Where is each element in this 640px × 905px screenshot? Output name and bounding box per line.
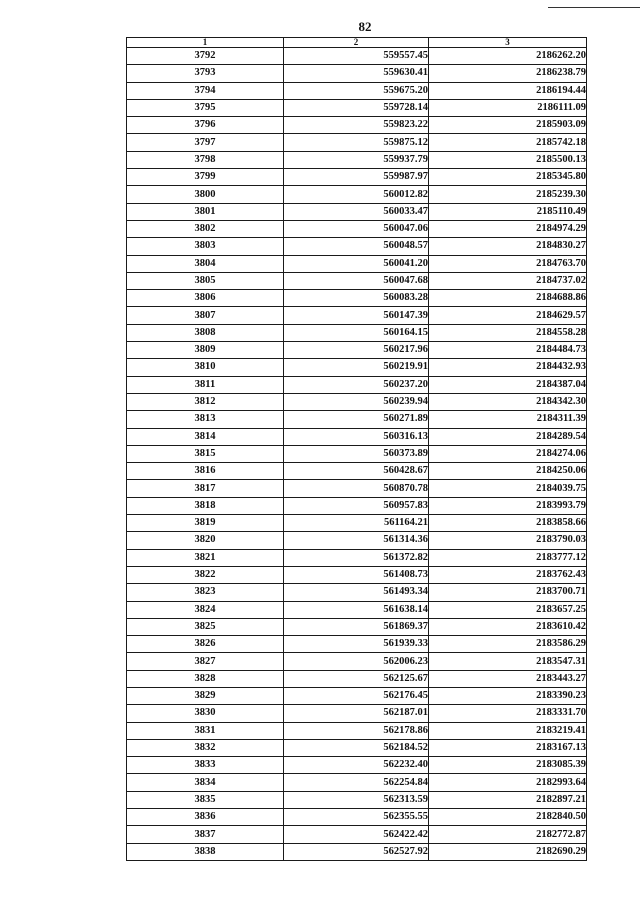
table-row — [127, 791, 587, 808]
x-coordinate-cell: 562422.42 — [284, 826, 429, 843]
point-number-cell: 3810 — [127, 359, 284, 376]
x-coordinate-cell: 560047.06 — [284, 220, 429, 237]
point-number-cell: 3795 — [127, 99, 284, 116]
point-number-cell: 3804 — [127, 255, 284, 272]
x-coordinate-cell: 560428.67 — [284, 463, 429, 480]
x-coordinate-cell: 559557.45 — [284, 48, 429, 65]
point-number-cell: 3836 — [127, 809, 284, 826]
x-coordinate-cell: 560164.15 — [284, 324, 429, 341]
y-coordinate-cell: 2184629.57 — [429, 307, 587, 324]
table-row — [127, 774, 587, 791]
table-row — [127, 99, 587, 116]
x-coordinate-cell: 562313.59 — [284, 791, 429, 808]
x-coordinate-cell: 560083.28 — [284, 290, 429, 307]
table-row — [127, 272, 587, 289]
table-row — [127, 151, 587, 168]
x-coordinate-cell: 562232.40 — [284, 757, 429, 774]
table-row — [127, 705, 587, 722]
y-coordinate-cell: 2182772.87 — [429, 826, 587, 843]
y-coordinate-cell: 2184311.39 — [429, 411, 587, 428]
x-coordinate-cell: 561638.14 — [284, 601, 429, 618]
table-row — [127, 584, 587, 601]
y-coordinate-cell: 2183858.66 — [429, 515, 587, 532]
table-row — [127, 566, 587, 583]
table-row — [127, 290, 587, 307]
column-header-1: 1 — [127, 38, 284, 48]
table-row — [127, 220, 587, 237]
table-row — [127, 393, 587, 410]
table-row — [127, 670, 587, 687]
x-coordinate-cell: 560047.68 — [284, 272, 429, 289]
table-row — [127, 238, 587, 255]
table-row — [127, 65, 587, 82]
table-row — [127, 376, 587, 393]
x-coordinate-cell: 559937.79 — [284, 151, 429, 168]
point-number-cell: 3828 — [127, 670, 284, 687]
table-row — [127, 497, 587, 514]
point-number-cell: 3792 — [127, 48, 284, 65]
table-row — [127, 48, 587, 65]
table-row — [127, 203, 587, 220]
table-row — [127, 757, 587, 774]
coordinates-table — [126, 37, 587, 861]
column-header-2: 2 — [284, 38, 429, 48]
y-coordinate-cell: 2184974.29 — [429, 220, 587, 237]
point-number-cell: 3831 — [127, 722, 284, 739]
y-coordinate-cell: 2183586.29 — [429, 636, 587, 653]
table-row — [127, 463, 587, 480]
y-coordinate-cell: 2183610.42 — [429, 618, 587, 635]
y-coordinate-cell: 2183443.27 — [429, 670, 587, 687]
y-coordinate-cell: 2183167.13 — [429, 739, 587, 756]
y-coordinate-cell: 2182897.21 — [429, 791, 587, 808]
point-number-cell: 3817 — [127, 480, 284, 497]
y-coordinate-cell: 2186194.44 — [429, 82, 587, 99]
point-number-cell: 3803 — [127, 238, 284, 255]
column-header-3: 3 — [429, 38, 587, 48]
y-coordinate-cell: 2185110.49 — [429, 203, 587, 220]
y-coordinate-cell: 2186111.09 — [429, 99, 587, 116]
y-coordinate-cell: 2186238.79 — [429, 65, 587, 82]
point-number-cell: 3798 — [127, 151, 284, 168]
point-number-cell: 3816 — [127, 463, 284, 480]
table-row — [127, 324, 587, 341]
x-coordinate-cell: 560239.94 — [284, 393, 429, 410]
x-coordinate-cell: 560048.57 — [284, 238, 429, 255]
y-coordinate-cell: 2184432.93 — [429, 359, 587, 376]
x-coordinate-cell: 562527.92 — [284, 843, 429, 860]
table-row — [127, 843, 587, 860]
point-number-cell: 3825 — [127, 618, 284, 635]
y-coordinate-cell: 2183219.41 — [429, 722, 587, 739]
x-coordinate-cell: 560012.82 — [284, 186, 429, 203]
point-number-cell: 3801 — [127, 203, 284, 220]
x-coordinate-cell: 560870.78 — [284, 480, 429, 497]
point-number-cell: 3813 — [127, 411, 284, 428]
x-coordinate-cell: 562178.86 — [284, 722, 429, 739]
point-number-cell: 3818 — [127, 497, 284, 514]
table-row — [127, 428, 587, 445]
table-row — [127, 722, 587, 739]
y-coordinate-cell: 2183390.23 — [429, 687, 587, 704]
x-coordinate-cell: 559875.12 — [284, 134, 429, 151]
top-edge-rule — [548, 7, 640, 8]
y-coordinate-cell: 2183085.39 — [429, 757, 587, 774]
point-number-cell: 3837 — [127, 826, 284, 843]
table-row — [127, 342, 587, 359]
point-number-cell: 3832 — [127, 739, 284, 756]
x-coordinate-cell: 562254.84 — [284, 774, 429, 791]
table-row — [127, 169, 587, 186]
x-coordinate-cell: 560033.47 — [284, 203, 429, 220]
y-coordinate-cell: 2185239.30 — [429, 186, 587, 203]
point-number-cell: 3800 — [127, 186, 284, 203]
x-coordinate-cell: 562125.67 — [284, 670, 429, 687]
point-number-cell: 3838 — [127, 843, 284, 860]
x-coordinate-cell: 560373.89 — [284, 445, 429, 462]
y-coordinate-cell: 2182993.64 — [429, 774, 587, 791]
point-number-cell: 3793 — [127, 65, 284, 82]
point-number-cell: 3834 — [127, 774, 284, 791]
point-number-cell: 3833 — [127, 757, 284, 774]
point-number-cell: 3806 — [127, 290, 284, 307]
point-number-cell: 3799 — [127, 169, 284, 186]
y-coordinate-cell: 2183762.43 — [429, 566, 587, 583]
point-number-cell: 3808 — [127, 324, 284, 341]
x-coordinate-cell: 560041.20 — [284, 255, 429, 272]
point-number-cell: 3797 — [127, 134, 284, 151]
x-coordinate-cell: 560217.96 — [284, 342, 429, 359]
table-row — [127, 549, 587, 566]
point-number-cell: 3812 — [127, 393, 284, 410]
table-row — [127, 809, 587, 826]
x-coordinate-cell: 560957.83 — [284, 497, 429, 514]
point-number-cell: 3811 — [127, 376, 284, 393]
x-coordinate-cell: 562006.23 — [284, 653, 429, 670]
table-row — [127, 359, 587, 376]
x-coordinate-cell: 561372.82 — [284, 549, 429, 566]
x-coordinate-cell: 562187.01 — [284, 705, 429, 722]
y-coordinate-cell: 2184342.30 — [429, 393, 587, 410]
y-coordinate-cell: 2182690.29 — [429, 843, 587, 860]
y-coordinate-cell: 2182840.50 — [429, 809, 587, 826]
y-coordinate-cell: 2183657.25 — [429, 601, 587, 618]
point-number-cell: 3820 — [127, 532, 284, 549]
point-number-cell: 3794 — [127, 82, 284, 99]
point-number-cell: 3830 — [127, 705, 284, 722]
y-coordinate-cell: 2183777.12 — [429, 549, 587, 566]
point-number-cell: 3827 — [127, 653, 284, 670]
x-coordinate-cell: 559630.41 — [284, 65, 429, 82]
y-coordinate-cell: 2183790.03 — [429, 532, 587, 549]
x-coordinate-cell: 561314.36 — [284, 532, 429, 549]
y-coordinate-cell: 2184039.75 — [429, 480, 587, 497]
y-coordinate-cell: 2185742.18 — [429, 134, 587, 151]
x-coordinate-cell: 561493.34 — [284, 584, 429, 601]
x-coordinate-cell: 559823.22 — [284, 117, 429, 134]
table-row — [127, 687, 587, 704]
header-row — [127, 38, 587, 48]
x-coordinate-cell: 561164.21 — [284, 515, 429, 532]
x-coordinate-cell: 562355.55 — [284, 809, 429, 826]
table-row — [127, 532, 587, 549]
y-coordinate-cell: 2184289.54 — [429, 428, 587, 445]
point-number-cell: 3819 — [127, 515, 284, 532]
table-row — [127, 618, 587, 635]
y-coordinate-cell: 2184558.28 — [429, 324, 587, 341]
table-row — [127, 134, 587, 151]
x-coordinate-cell: 559728.14 — [284, 99, 429, 116]
point-number-cell: 3821 — [127, 549, 284, 566]
point-number-cell: 3829 — [127, 687, 284, 704]
point-number-cell: 3822 — [127, 566, 284, 583]
x-coordinate-cell: 562176.45 — [284, 687, 429, 704]
table-row — [127, 826, 587, 843]
page-number: 82 — [358, 19, 372, 34]
point-number-cell: 3805 — [127, 272, 284, 289]
y-coordinate-cell: 2184763.70 — [429, 255, 587, 272]
y-coordinate-cell: 2183993.79 — [429, 497, 587, 514]
table-row — [127, 307, 587, 324]
table-row — [127, 445, 587, 462]
x-coordinate-cell: 561869.37 — [284, 618, 429, 635]
table-row — [127, 739, 587, 756]
y-coordinate-cell: 2184737.02 — [429, 272, 587, 289]
point-number-cell: 3826 — [127, 636, 284, 653]
point-number-cell: 3824 — [127, 601, 284, 618]
y-coordinate-cell: 2185345.80 — [429, 169, 587, 186]
y-coordinate-cell: 2185500.13 — [429, 151, 587, 168]
y-coordinate-cell: 2183331.70 — [429, 705, 587, 722]
point-number-cell: 3807 — [127, 307, 284, 324]
point-number-cell: 3802 — [127, 220, 284, 237]
table-row — [127, 515, 587, 532]
point-number-cell: 3835 — [127, 791, 284, 808]
table-body — [127, 48, 587, 861]
x-coordinate-cell: 560147.39 — [284, 307, 429, 324]
y-coordinate-cell: 2184250.06 — [429, 463, 587, 480]
x-coordinate-cell: 559675.20 — [284, 82, 429, 99]
x-coordinate-cell: 562184.52 — [284, 739, 429, 756]
table-row — [127, 117, 587, 134]
point-number-cell: 3814 — [127, 428, 284, 445]
table-row — [127, 411, 587, 428]
y-coordinate-cell: 2185903.09 — [429, 117, 587, 134]
table-row — [127, 186, 587, 203]
table-row — [127, 601, 587, 618]
y-coordinate-cell: 2184274.06 — [429, 445, 587, 462]
y-coordinate-cell: 2184830.27 — [429, 238, 587, 255]
x-coordinate-cell: 561408.73 — [284, 566, 429, 583]
point-number-cell: 3815 — [127, 445, 284, 462]
point-number-cell: 3823 — [127, 584, 284, 601]
x-coordinate-cell: 559987.97 — [284, 169, 429, 186]
y-coordinate-cell: 2186262.20 — [429, 48, 587, 65]
table-row — [127, 255, 587, 272]
table-row — [127, 480, 587, 497]
x-coordinate-cell: 560219.91 — [284, 359, 429, 376]
x-coordinate-cell: 560271.89 — [284, 411, 429, 428]
table-row — [127, 82, 587, 99]
x-coordinate-cell: 561939.33 — [284, 636, 429, 653]
y-coordinate-cell: 2183547.31 — [429, 653, 587, 670]
table-row — [127, 636, 587, 653]
x-coordinate-cell: 560237.20 — [284, 376, 429, 393]
point-number-cell: 3809 — [127, 342, 284, 359]
y-coordinate-cell: 2184484.73 — [429, 342, 587, 359]
x-coordinate-cell: 560316.13 — [284, 428, 429, 445]
table-row — [127, 653, 587, 670]
y-coordinate-cell: 2184688.86 — [429, 290, 587, 307]
y-coordinate-cell: 2184387.04 — [429, 376, 587, 393]
y-coordinate-cell: 2183700.71 — [429, 584, 587, 601]
point-number-cell: 3796 — [127, 117, 284, 134]
